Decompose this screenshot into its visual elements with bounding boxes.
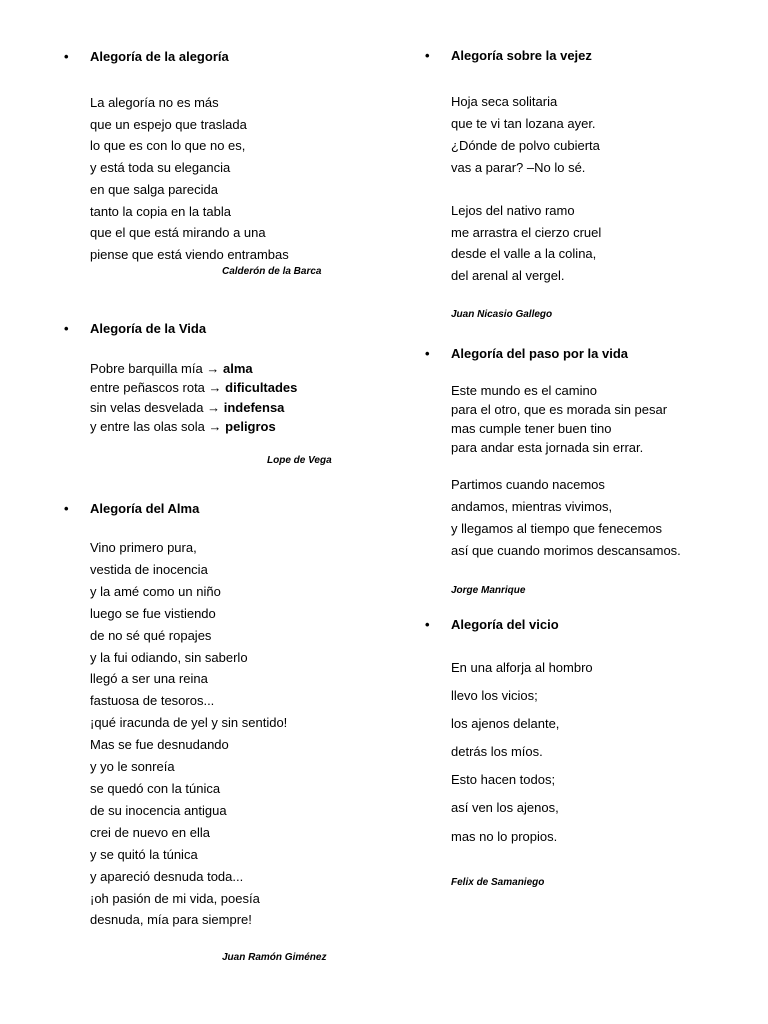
- bullet-icon: •: [64, 321, 69, 336]
- poem-lines: [64, 537, 287, 931]
- poem-stanza: [425, 91, 601, 179]
- poem-line: piense que está viendo entrambas: [90, 246, 289, 262]
- poem-line: en que salga parecida: [90, 181, 218, 197]
- poem-title-text: Alegoría del vicio: [451, 617, 559, 632]
- poem-title: [64, 49, 289, 65]
- arrow-icon: →: [207, 399, 221, 415]
- poem-title: [64, 501, 287, 517]
- poem-line: para el otro, que es morada sin pesar: [451, 402, 668, 418]
- poem-line: del arenal al vergel.: [451, 268, 565, 284]
- poem-author: Juan Ramón Giménez: [222, 952, 327, 963]
- poem-line: de su inocencia antigua: [90, 802, 227, 818]
- poem-line: vestida de inocencia: [90, 561, 208, 577]
- bullet-icon: •: [64, 501, 69, 516]
- poem-line: mas no lo propios.: [451, 828, 558, 844]
- arrow-icon: →: [208, 380, 222, 396]
- poem-line: lo que es con lo que no es,: [90, 138, 246, 154]
- poem-stanza: [425, 200, 601, 288]
- poem-lines: [425, 654, 593, 851]
- poem-author: Lope de Vega: [267, 455, 332, 466]
- bullet-icon: •: [425, 346, 430, 361]
- poem-line: fastuosa de tesoros...: [90, 693, 215, 709]
- poem-title-text: Alegoría de la Vida: [90, 321, 207, 336]
- poem-line: ¡qué iracunda de yel y sin sentido!: [90, 715, 288, 731]
- poem-line: y se quitó la túnica: [90, 846, 198, 862]
- poem-line: y apareció desnuda toda...: [90, 868, 244, 884]
- poem-line: que te vi tan lozana ayer.: [451, 115, 596, 131]
- poem-line: detrás los míos.: [451, 744, 543, 760]
- poem-alegoria-de-la-alegoria: [64, 49, 289, 266]
- poem-line: Lejos del nativo ramo: [451, 202, 575, 218]
- poem-author: Felix de Samaniego: [451, 877, 545, 888]
- poem-line: Vino primero pura,: [90, 540, 197, 555]
- poem-line: mas cumple tener buen tino: [451, 421, 612, 437]
- poem-line: que un espejo que traslada: [90, 116, 247, 132]
- poem-line: luego se fue vistiendo: [90, 605, 216, 621]
- poem-title: [425, 346, 681, 362]
- poem-line: y yo le sonreía: [90, 759, 175, 775]
- poem-line: y la fui odiando, sin saberlo: [90, 649, 248, 665]
- meaning: alma: [222, 361, 253, 376]
- poem-line: llegó a ser una reina: [90, 671, 208, 687]
- poem-line: vas a parar? –No lo sé.: [451, 159, 586, 175]
- poem-line: Partimos cuando nacemos: [451, 477, 605, 493]
- meaning: indefensa: [223, 399, 285, 415]
- poem-line: los ajenos delante,: [451, 716, 560, 732]
- poem-line: tanto la copia en la tabla: [90, 203, 231, 219]
- poem-alegoria-sobre-la-vejez: [425, 48, 601, 287]
- bullet-icon: •: [64, 49, 69, 64]
- poem-title-text: Alegoría del Alma: [90, 501, 200, 516]
- poem-author: Calderón de la Barca: [222, 266, 322, 277]
- poem-line: Esto hacen todos;: [451, 772, 556, 788]
- poem-stanza: [425, 474, 681, 562]
- poem-line: así ven los ajenos,: [451, 800, 559, 816]
- meaning: peligros: [225, 418, 276, 434]
- poem-line: ¡oh pasión de mi vida, poesía: [90, 890, 260, 906]
- poem-line: así que cuando morimos descansamos.: [451, 543, 681, 559]
- poem-line: sin velas desvelada → indefensa: [90, 399, 285, 415]
- poem-line: andamos, mientras vivimos,: [451, 499, 613, 515]
- poem-line: crei de nuevo en ella: [90, 824, 210, 840]
- poem-line: Este mundo es el camino: [451, 383, 597, 398]
- poem-line: que el que está mirando a una: [90, 225, 266, 241]
- poem-title: [64, 321, 297, 337]
- poem-line: me arrastra el cierzo cruel: [451, 224, 602, 240]
- poem-line: y entre las olas sola → peligros: [90, 418, 276, 434]
- poem-line: Hoja seca solitaria: [451, 94, 558, 109]
- poem-author: Juan Nicasio Gallego: [451, 309, 553, 320]
- poem-line: de no sé qué ropajes: [90, 627, 212, 643]
- arrow-icon: →: [208, 418, 222, 434]
- poem-line: desde el valle a la colina,: [451, 246, 597, 262]
- poem-line: y está toda su elegancia: [90, 160, 231, 176]
- poem-line: llevo los vicios;: [451, 688, 538, 704]
- poem-lines: [64, 359, 297, 436]
- poem-title-text: Alegoría de la alegoría: [90, 49, 229, 64]
- poem-lines: [64, 92, 289, 266]
- bullet-icon: •: [425, 617, 430, 632]
- meaning: dificultades: [225, 380, 298, 396]
- poem-line: desnuda, mía para siempre!: [90, 912, 252, 928]
- poem-line: ¿Dónde de polvo cubierta: [451, 137, 600, 153]
- poem-line: se quedó con la túnica: [90, 780, 221, 796]
- poem-author: Jorge Manrique: [451, 585, 526, 596]
- poem-line: y llegamos al tiempo que fenecemos: [451, 521, 663, 537]
- poem-alegoria-del-alma: [64, 501, 287, 931]
- poem-alegoria-del-paso-por-la-vida: [425, 346, 681, 562]
- arrow-icon: →: [206, 361, 220, 376]
- poem-line: entre peñascos rota → dificultades: [90, 380, 298, 396]
- poem-line: para andar esta jornada sin errar.: [451, 440, 644, 456]
- poem-line: La alegoría no es más: [90, 95, 219, 110]
- poem-title-text: Alegoría sobre la vejez: [451, 48, 592, 63]
- poem-title-text: Alegoría del paso por la vida: [451, 346, 628, 361]
- poem-title: [425, 617, 593, 633]
- poem-alegoria-del-vicio: [425, 617, 593, 851]
- poem-alegoria-de-la-vida: [64, 321, 297, 436]
- poem-line: Pobre barquilla mía → alma: [90, 361, 253, 376]
- poem-stanza: [425, 381, 681, 457]
- poem-title: [425, 48, 601, 64]
- poem-line: En una alforja al hombro: [451, 660, 593, 675]
- poem-line: y la amé como un niño: [90, 583, 221, 599]
- bullet-icon: •: [425, 48, 430, 63]
- poem-line: Mas se fue desnudando: [90, 737, 229, 753]
